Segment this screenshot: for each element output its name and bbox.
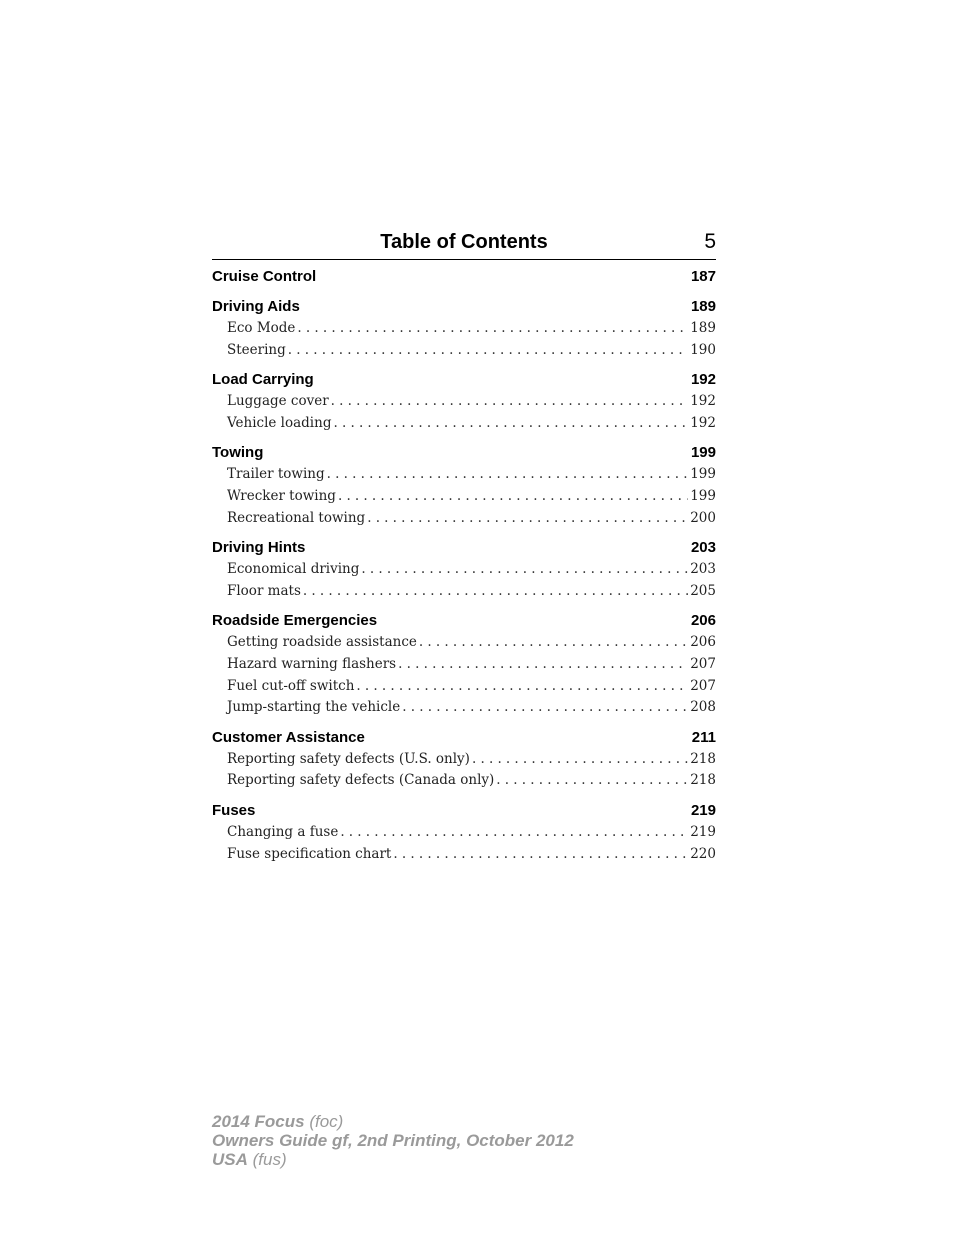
footer-model: 2014 Focus — [212, 1112, 305, 1131]
toc-entry[interactable] — [227, 340, 716, 362]
entry-page: 219 — [690, 823, 716, 840]
dot-leader — [303, 581, 688, 603]
document-footer — [212, 1112, 574, 1169]
toc-entry[interactable] — [227, 676, 716, 698]
entry-label: Fuel cut-off switch — [227, 677, 355, 694]
entry-page: 206 — [690, 634, 716, 651]
toc-entry[interactable] — [227, 654, 716, 676]
dot-leader — [361, 559, 688, 581]
section-title: Roadside Emergencies — [212, 612, 378, 630]
section-page: 211 — [691, 728, 716, 746]
entry-page: 208 — [690, 699, 716, 716]
entry-page: 218 — [690, 750, 716, 767]
section-page: 187 — [690, 268, 716, 285]
toc-section-heading[interactable] — [212, 369, 716, 391]
footer-market: USA — [212, 1150, 248, 1169]
toc-entry[interactable] — [227, 770, 716, 792]
entry-page: 199 — [690, 466, 716, 483]
dot-leader — [297, 318, 688, 340]
section-page: 199 — [690, 444, 716, 462]
toc-entry[interactable] — [227, 632, 716, 654]
toc-section-heading[interactable] — [212, 296, 716, 318]
section-page: 203 — [690, 539, 716, 557]
toc-entry[interactable] — [227, 413, 716, 435]
entry-label: Hazard warning flashers — [227, 655, 397, 672]
toc-section-heading[interactable] — [212, 442, 716, 464]
toc-entry[interactable] — [227, 508, 716, 530]
page-number: 5 — [704, 230, 716, 253]
toc-entry[interactable] — [227, 697, 716, 719]
toc-section — [212, 369, 716, 434]
toc-section-heading[interactable] — [212, 266, 716, 288]
table-of-contents — [212, 266, 716, 873]
entry-page: 220 — [690, 845, 716, 862]
dot-leader — [338, 486, 688, 508]
page-title: Table of Contents — [380, 231, 548, 253]
entry-page: 192 — [690, 393, 716, 410]
toc-entry[interactable] — [227, 822, 716, 844]
section-page: 219 — [690, 801, 716, 819]
entry-label: Changing a fuse — [227, 823, 339, 840]
toc-section — [212, 266, 716, 288]
entry-label: Luggage cover — [227, 393, 329, 410]
section-title: Load Carrying — [212, 371, 314, 389]
entry-page: 207 — [690, 677, 716, 694]
dot-leader — [419, 632, 688, 654]
footer-line-model — [212, 1112, 574, 1131]
dot-leader — [367, 508, 688, 530]
footer-line-market — [212, 1150, 574, 1169]
dot-leader — [472, 749, 688, 771]
entry-label: Vehicle loading — [227, 414, 332, 431]
section-page: 206 — [690, 612, 716, 630]
footer-printing: Owners Guide gf, 2nd Printing, October 2012 — [212, 1131, 574, 1150]
entry-page: 189 — [690, 320, 716, 336]
toc-section — [212, 610, 716, 718]
footer-model-code: (foc) — [304, 1112, 344, 1131]
entry-label: Jump-starting the vehicle — [227, 699, 401, 716]
entry-page: 218 — [690, 772, 716, 789]
entry-label: Wrecker towing — [227, 487, 336, 504]
dot-leader — [327, 464, 689, 486]
dot-leader — [398, 654, 688, 676]
toc-section — [212, 727, 716, 792]
dot-leader — [333, 413, 688, 435]
toc-entry[interactable] — [227, 581, 716, 603]
entry-label: Floor mats — [227, 582, 301, 599]
toc-section — [212, 800, 716, 865]
section-title: Driving Hints — [212, 539, 306, 557]
toc-section-heading[interactable] — [212, 537, 716, 559]
entry-label: Trailer towing — [227, 466, 325, 483]
section-title: Fuses — [212, 801, 256, 819]
dot-leader — [288, 340, 688, 362]
entry-label: Reporting safety defects (U.S. only) — [227, 750, 470, 767]
footer-market-code: (fus) — [247, 1150, 287, 1169]
section-title: Cruise Control — [212, 268, 317, 285]
toc-section — [212, 296, 716, 361]
section-title: Driving Aids — [212, 298, 300, 315]
page-header — [212, 228, 716, 260]
toc-entry[interactable] — [227, 559, 716, 581]
toc-section-heading[interactable] — [212, 800, 716, 822]
entry-page: 207 — [690, 655, 716, 672]
dot-leader — [393, 844, 688, 866]
entry-label: Eco Mode — [227, 320, 296, 336]
entry-label: Reporting safety defects (Canada only) — [227, 772, 495, 789]
entry-label: Steering — [227, 341, 286, 358]
dot-leader — [402, 697, 688, 719]
toc-entry[interactable] — [227, 844, 716, 866]
toc-section-heading[interactable] — [212, 610, 716, 632]
section-title: Towing — [212, 444, 264, 462]
section-title: Customer Assistance — [212, 728, 365, 746]
dot-leader — [356, 676, 688, 698]
toc-entry[interactable] — [227, 749, 716, 771]
toc-section-heading[interactable] — [212, 727, 716, 749]
entry-label: Economical driving — [227, 561, 360, 578]
dot-leader — [340, 822, 688, 844]
entry-page: 200 — [690, 509, 716, 526]
toc-entry[interactable] — [227, 318, 716, 340]
entry-page: 190 — [690, 341, 716, 358]
entry-page: 205 — [690, 582, 716, 599]
toc-section — [212, 537, 716, 602]
entry-page: 203 — [690, 561, 716, 578]
toc-section — [212, 442, 716, 529]
entry-label: Getting roadside assistance — [227, 634, 417, 651]
entry-page: 199 — [690, 487, 716, 504]
entry-label: Fuse specification chart — [227, 845, 392, 862]
section-page: 189 — [690, 298, 716, 315]
toc-entry[interactable] — [227, 486, 716, 508]
entry-page: 192 — [690, 414, 716, 431]
entry-label: Recreational towing — [227, 509, 366, 526]
toc-entry[interactable] — [227, 464, 716, 486]
section-page: 192 — [690, 371, 716, 389]
dot-leader — [496, 770, 688, 792]
dot-leader — [331, 391, 689, 413]
toc-entry[interactable] — [227, 391, 716, 413]
